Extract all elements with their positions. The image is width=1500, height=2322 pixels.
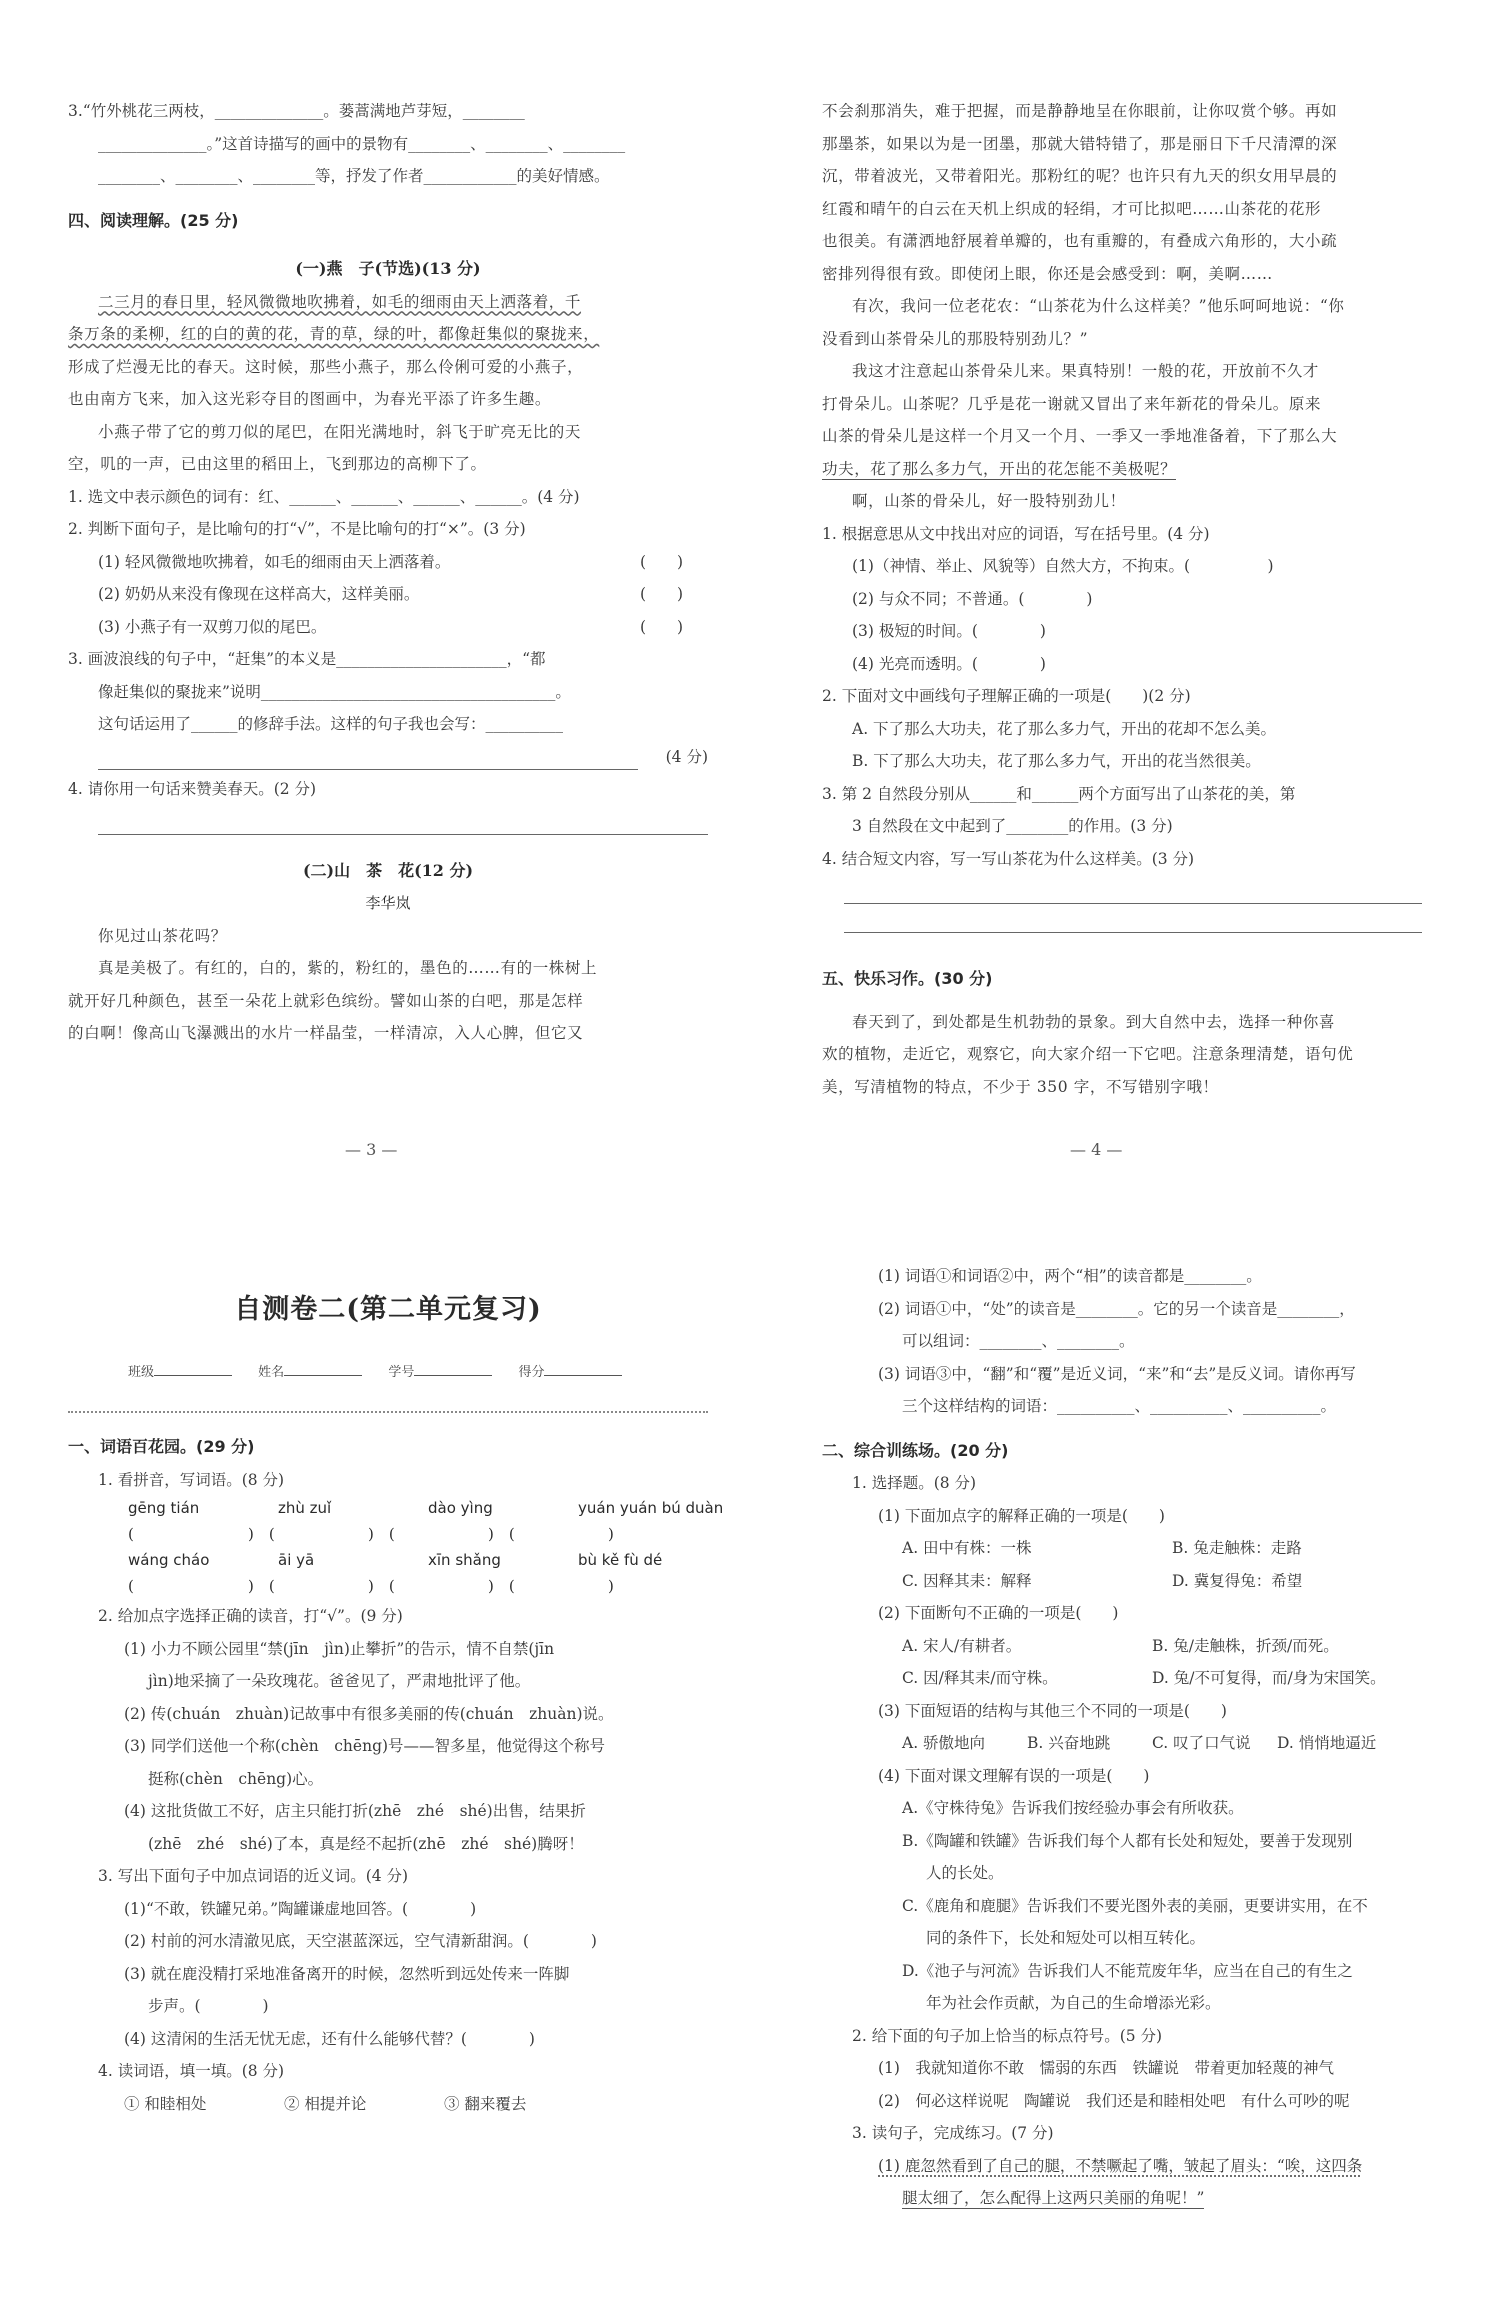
poem-question-line2: ______________。”这首诗描写的画中的景物有________、________、________ [98,134,626,153]
passage-line: 也由南方飞来，加入这光彩夺目的图画中，为春光平添了许多生趣。 [68,390,552,408]
question-1: 1. 根据意思从文中找出对应的词语，写在括号里。(4 分) [822,524,1210,543]
option[interactable]: B. 兔走触株：走路 [1172,1539,1302,1557]
question-item: (1)（神情、举止、风貌等）自然大方，不拘束。( ) [852,557,1274,575]
passage-line: 密排列得很有致。即使闭上眼，你还是会感受到：啊，美啊…… [822,264,1273,283]
passage-line: 红霞和晴午的白云在天机上织成的轻绢，才可比拟吧……山茶花的花形 [822,199,1322,218]
dotted-text: (1) 鹿忽然看到了自己的腿，不禁噘起了嘴，皱起了眉头：“唉，这四条 [878,2156,1363,2175]
section-reading-heading: 四、阅读理解。(25 分) [68,210,239,230]
question-2-item: (3) 同学们送他一个称(chèn chēng)号——智多星，他觉得这个称号 [124,1737,606,1755]
question-2: 2. 下面对文中画线句子理解正确的一项是( )(2 分) [822,687,1191,705]
passage-line: 沉，带着波光，又带着阳光。那粉红的呢？也许只有九天的织女用早晨的 [822,167,1338,185]
pinyin-row [68,1548,708,1572]
passage-line [68,318,708,351]
question-2-item-cont: (zhē zhé shé)了本，真是经不起折(zhē zhé shé)腾呀！ [148,1834,584,1853]
question-item: (3) 极短的时间。( ) [852,622,1046,640]
question-3-cont: 3 自然段在文中起到了________的作用。(3 分) [852,817,1173,835]
section-training-heading: 二、综合训练场。(20 分) [822,1440,1009,1460]
question-3: 3. 写出下面句子中加点词语的近义词。(4 分) [98,1867,409,1885]
passage-line [68,286,708,319]
passage-line: 空，叽的一声，已由这里的稻田上，飞到那边的高柳下了。 [68,455,487,473]
question-2-item [68,546,708,579]
question-1: 1. 看拼音，写词语。(8 分) [98,1470,285,1489]
option[interactable]: B. 兔/走触株，折颈/而死。 [1152,1636,1339,1655]
punctuation-item: (2) 何必这样说呢 陶罐说 我们还是和睦相处吧 有什么可吵的呢 [878,2091,1350,2110]
answer-line[interactable] [98,806,708,835]
passage-line: 打骨朵儿。山茶呢？几乎是花一谢就又冒出了来年新花的骨朵儿。原来 [822,394,1322,413]
question-3-item: (2) 村前的河水清澈见底，天空湛蓝深远，空气清新甜润。( ) [124,1932,597,1950]
exam-sheet-page-2 [822,1260,1432,2215]
poem-question-line3: ________、________、________等，抒发了作者____________的美好情感。 [98,167,610,185]
pinyin: āi yā [278,1551,315,1569]
option[interactable]: D. 兔/不可复得，而/身为宋国笑。 [1152,1669,1386,1687]
pinyin: bù kě fù dé [578,1551,663,1569]
word-item: ① 和睦相处 [124,2094,207,2113]
word-list [68,2088,708,2121]
section-vocab-heading: 一、词语百花园。(29 分) [68,1437,255,1456]
pinyin-row [68,1496,724,1520]
fill-item: (1) 词语①和词语②中，两个“相”的读音都是________。 [878,1267,1262,1285]
pinyin: zhù zuǐ [278,1499,332,1517]
fill-item: (2) 词语①中，“处”的读音是________。它的另一个读音是________， [878,1299,1355,1318]
option[interactable]: D. 冀复得兔：希望 [1172,1571,1303,1590]
passage-line [822,453,1422,486]
question-4: 4. 读词语，填一填。(8 分) [98,2062,285,2080]
exam-page-3 [68,95,708,1050]
option[interactable]: B. 兴奋地跳 [1027,1734,1111,1752]
passage-line: 就开好几种颜色，甚至一朵花上就彩色缤纷。譬如山茶的白吧，那是怎样 [68,991,584,1010]
answer-paren[interactable]: ( [128,1577,134,1595]
passage-line: 不会刹那消失，难于把握，而是静静地呈在你眼前，让你叹赏个够。再如 [822,102,1338,120]
answer-paren[interactable]: ) ( [488,1525,515,1543]
question-4: 4. 结合短文内容，写一写山茶花为什么这样美。(3 分) [822,849,1195,868]
option[interactable]: C.《鹿角和鹿腿》告诉我们不要光图外表的美丽，更要讲实用，在不 [902,1896,1368,1915]
exam-title: 自测卷二(第二单元复习) [234,1294,542,1325]
page-number: — 4 — [1070,1140,1123,1159]
passage-line: 啊，山茶的骨朵儿，好一股特别劲儿！ [852,492,1126,510]
passage-swallow-title: (一)燕 子(节选)(13 分) [295,259,481,278]
question-2-item-cont: 挺称(chèn chēng)心。 [148,1769,324,1788]
punctuation-item: (1) 我就知道你不敢 懦弱的东西 铁罐说 带着更加轻蔑的神气 [878,2059,1334,2077]
pinyin: dào yìng [428,1499,493,1517]
class-field[interactable] [154,1375,232,1376]
writing-prompt: 春天到了，到处都是生机勃勃的景象。到大自然中去，选择一种你喜 [852,1012,1336,1031]
passage-line: 山茶的骨朵儿是这样一个月又一个月、一季又一季地准备着，下了那么大 [822,427,1338,445]
score-label: (4 分) [665,747,708,766]
option[interactable]: C. 因/释其耒/而守株。 [902,1669,1058,1687]
class-label: 班级 [128,1364,155,1380]
option[interactable]: A. 田中有株：一株 [902,1539,1032,1557]
question-3-item-cont: 步声。( ) [148,1997,269,2015]
student-info-bar [128,1357,708,1390]
answer-paren[interactable]: ( ) [640,585,684,603]
word-item: ② 相提并论 [284,2094,367,2113]
answer-paren[interactable]: ) [608,1525,614,1543]
option-cont: 同的条件下，长处和短处可以相互转化。 [926,1929,1206,1947]
passage-line: 小燕子带了它的剪刀似的尾巴，在阳光满地时，斜飞于旷亮无比的天 [98,422,582,441]
question-2-item [68,611,708,644]
divider [68,1411,708,1413]
item-text: (1) 轻风微微地吹拂着，如毛的细雨由天上洒落着。 [98,552,451,571]
answer-line[interactable] [844,904,1422,933]
passage-line: 我这才注意起山茶骨朵儿来。果真特别！一般的花，开放前不久才 [852,362,1319,380]
answer-line[interactable] [844,875,1422,904]
question-3: 3. 读句子，完成练习。(7 分) [852,2124,1054,2142]
fill-item-cont: 三个这样结构的词语：__________、__________、__________。 [902,1397,1337,1415]
option[interactable]: D. 悄悄地逼近 [1277,1734,1377,1752]
question-3-item-cont [822,2182,1432,2215]
item-text: (2) 奶奶从来没有像现在这样高大，这样美丽。 [98,585,420,603]
question-3: 3. 画波浪线的句子中，“赶集”的本义是______________________，“都 [68,650,546,668]
pinyin: wáng cháo [128,1551,210,1569]
wavy-underlined-text: 二三月的春日里，轻风微微地吹拂着，如毛的细雨由天上洒落着，千 [98,292,582,311]
answer-paren[interactable]: ( ) [640,617,684,636]
option[interactable]: C. 因释其耒：解释 [902,1571,1032,1590]
question-2-item: (2) 传(chuán zhuàn)记故事中有很多美丽的传(chuán zhuàn)说。 [124,1704,614,1723]
passage-camellia-title: (二)山 茶 花(12 分) [302,860,474,880]
writing-prompt: 美，写清植物的特点，不少于 350 字，不写错别字哦！ [822,1077,1219,1096]
question-3-answer-line[interactable] [68,741,708,774]
score-label: 得分 [518,1364,545,1380]
underlined-sentence: 功夫，花了那么多力气，开出的花怎能不美极呢？ [822,459,1177,478]
answer-paren[interactable]: ( ) [640,552,684,571]
option[interactable]: D.《池子与河流》告诉我们人不能荒废年华，应当在自己的有生之 [902,1961,1353,1980]
option[interactable]: B.《陶罐和铁罐》告诉我们每个人都有长处和短处，要善于发现别 [902,1831,1353,1850]
option[interactable]: A.《守株待兔》告诉我们按经验办事会有所收获。 [902,1799,1244,1817]
section-writing-heading: 五、快乐习作。(30 分) [822,969,993,988]
passage-line: 有次，我问一位老花农：“山茶花为什么这样美？”他乐呵呵地说：“你 [852,297,1345,315]
question-2-item: (4) 这批货做工不好，店主只能打折(zhē zhé shé)出售，结果折 [124,1802,586,1820]
question-2-item [68,578,708,611]
answer-paren-row[interactable] [68,1572,708,1600]
name-label: 姓名 [258,1364,285,1380]
question-1-item: (3) 下面短语的结构与其他三个不同的一项是( ) [878,1701,1227,1720]
answer-paren[interactable]: ) ( [248,1577,275,1595]
fill-item-cont: 可以组词：________、________。 [902,1332,1135,1350]
question-item: (2) 与众不同；不普通。( ) [852,589,1093,608]
option-row [822,1662,1432,1695]
pinyin: gēng tián [128,1499,200,1517]
option-cont: 人的长处。 [926,1864,1004,1882]
passage-line: 没看到山茶骨朵儿的那股特别劲儿？” [822,329,1089,348]
question-3-item: (3) 就在鹿没精打采地准备离开的时候，忽然听到远处传来一阵脚 [124,1964,570,1983]
question-3-item: (1)“不敢，铁罐兄弟。”陶罐谦虚地回答。( ) [124,1899,477,1918]
question-3-cont: 这句话运用了______的修辞手法。这样的句子我也会写：__________ [98,715,564,733]
question-2: 2. 判断下面句子，是比喻句的打“√”，不是比喻句的打“×”。(3 分) [68,520,526,538]
option[interactable]: A. 宋人/有耕者。 [902,1636,1022,1655]
question-1: 1. 选文中表示颜色的词有：红、______、______、______、______。(4 分) [68,487,580,506]
question-2-item: (1) 小力不顾公园里“禁(jīn jìn)止攀折”的告示，情不自禁(jīn [124,1639,555,1658]
question-3-item [822,2150,1432,2183]
answer-paren-row[interactable] [68,1520,708,1548]
question-1-item: (4) 下面对课文理解有误的一项是( ) [878,1766,1150,1785]
question-2: 2. 给下面的句子加上恰当的标点符号。(5 分) [852,2026,1163,2045]
question-1-item: (2) 下面断句不正确的一项是( ) [878,1604,1119,1622]
option-cont: 年为社会作贡献，为自己的生命增添光彩。 [926,1994,1221,2012]
passage-author: 李华岚 [365,894,411,912]
id-label: 学号 [388,1364,415,1380]
option[interactable]: C. 叹了口气说 [1152,1734,1251,1752]
id-field[interactable] [414,1375,492,1376]
pinyin: yuán yuán bú duàn [578,1499,724,1517]
option-b[interactable]: B. 下了那么大功夫，花了那么多力气，开出的花当然很美。 [852,752,1261,770]
score-field[interactable] [544,1375,622,1376]
wavy-underlined-text: 条万条的柔柳，红的白的黄的花，青的草，绿的叶，都像赶集似的聚拢来， [68,325,600,343]
exam-sheet-cover [68,1260,724,2120]
option-row [822,1630,1432,1663]
question-1-item: (1) 下面加点字的解释正确的一项是( ) [878,1506,1165,1525]
page-number: — 3 — [345,1140,398,1159]
option[interactable]: A. 骄傲地向 [902,1734,986,1752]
answer-paren[interactable]: ( [128,1525,134,1543]
question-2: 2. 给加点字选择正确的读音，打“√”。(9 分) [98,1607,403,1625]
answer-paren[interactable]: ) ( [248,1525,275,1543]
poem-question-line1: 3.“竹外桃花三两枝，______________。蒌蒿满地芦芽短，________ [68,102,525,120]
passage-line: 也很美。有潇洒地舒展着单瓣的，也有重瓣的，有叠成六角形的，大小疏 [822,232,1338,250]
passage-line: 形成了烂漫无比的春天。这时候，那些小燕子，那么伶俐可爱的小燕子， [68,357,584,376]
option-row [822,1565,1432,1598]
question-3: 3. 第 2 自然段分别从______和______两个方面写出了山茶花的美，第 [822,784,1296,803]
fill-item: (3) 词语③中，“翻”和“覆”是近义词，“来”和“去”是反义词。请你再写 [878,1364,1356,1383]
answer-paren[interactable]: ) ( [488,1577,515,1595]
passage-line: 的白啊！像高山飞瀑溅出的水片一样晶莹，一样清凉，入人心脾，但它又 [68,1024,584,1042]
question-3-cont: 像赶集似的聚拢来”说明______________________________________。 [98,682,571,701]
passage-line: 你见过山茶花吗？ [98,926,227,945]
option-row [822,1727,1432,1760]
exam-page-4 [822,95,1422,1103]
name-field[interactable] [284,1375,362,1376]
question-1: 1. 选择题。(8 分) [852,1474,977,1492]
passage-line: 那墨茶，如果以为是一团墨，那就大错特错了，那是丽日下千尺清潭的深 [822,134,1338,153]
answer-line[interactable] [98,741,638,770]
option-row [822,1532,1432,1565]
writing-prompt: 欢的植物，走近它，观察它，向大家介绍一下它吧。注意条理清楚，语句优 [822,1045,1354,1063]
answer-paren[interactable]: ) ( [368,1577,395,1595]
question-2-item-cont: jìn)地采摘了一朵玫瑰花。爸爸见了，严肃地批评了他。 [148,1672,531,1690]
question-4: 4. 请你用一句话来赞美春天。(2 分) [68,780,317,798]
item-text: (3) 小燕子有一双剪刀似的尾巴。 [98,617,327,636]
question-3-item: (4) 这清闲的生活无忧无虑，还有什么能够代替？( ) [124,2029,535,2048]
answer-paren[interactable]: ) ( [368,1525,395,1543]
word-item: ③ 翻来覆去 [444,2094,527,2113]
pinyin: xīn shǎng [428,1551,501,1569]
underlined-text: 腿太细了，怎么配得上这两只美丽的角呢！” [902,2189,1205,2207]
answer-paren[interactable]: ) [608,1577,614,1595]
question-item: (4) 光亮而透明。( ) [852,654,1046,673]
option-a[interactable]: A. 下了那么大功夫，花了那么多力气，开出的花却不怎么美。 [852,719,1277,738]
passage-line: 真是美极了。有红的，白的，紫的，粉红的，墨色的……有的一株树上 [98,959,598,977]
